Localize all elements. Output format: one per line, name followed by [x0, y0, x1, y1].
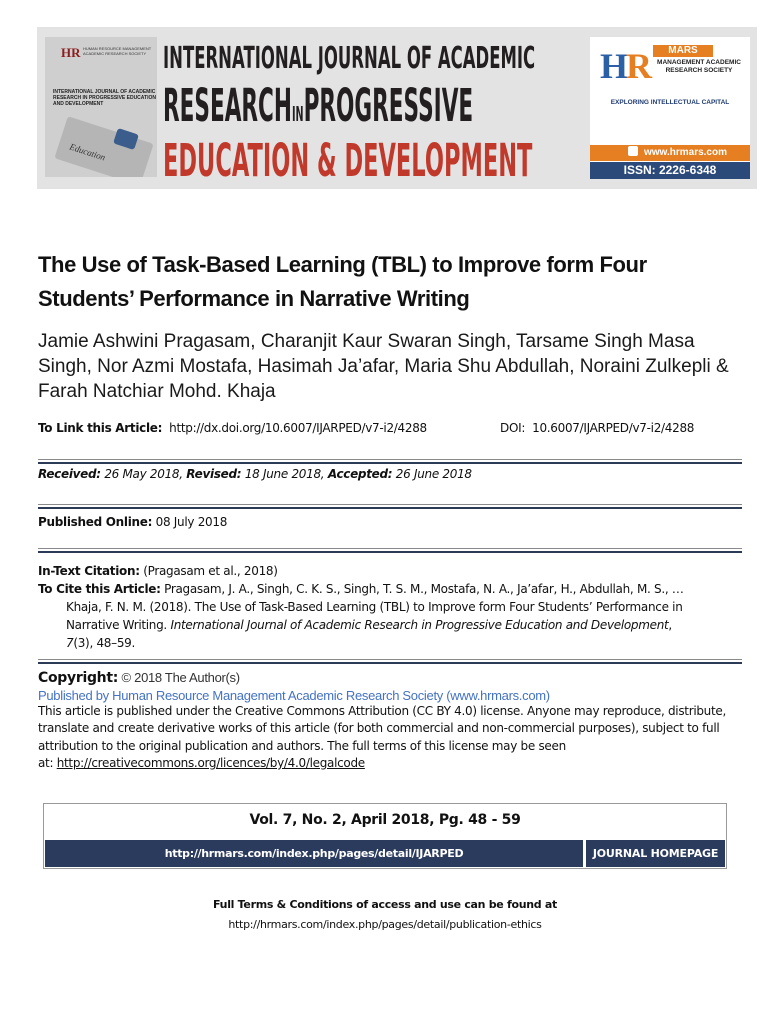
cite-article — [38, 580, 743, 598]
citation-block — [38, 562, 743, 652]
license-body: This article is published under the Creative Commons Attribution (CC BY 4.0) license. Anyone may reproduce, distribute, translate and create derivative works of this article (for both commercial and non-commercial purposes), subject to full attribution to the original publication and authors. The full terms of this license may be seen — [38, 703, 726, 753]
journal-url-bar[interactable]: http://hrmars.com/index.php/pages/detail/IJARPED — [45, 840, 583, 867]
cover-title: INTERNATIONAL JOURNAL OF ACADEMIC RESEARCH IN PROGRESSIVE EDUCATION AND DEVELOPMENT — [53, 89, 156, 107]
cover-logo-subtitle: HUMAN RESOURCE MANAGEMENT ACADEMIC RESEARCH SOCIETY — [83, 46, 152, 56]
terms-footer — [0, 895, 770, 935]
article-link-row — [38, 421, 738, 435]
divider — [38, 504, 742, 505]
brand-motto: EXPLORING INTELLECTUAL CAPITAL — [610, 99, 730, 106]
cite-line-2: Khaja, F. N. M. (2018). The Use of Task-Based Learning (TBL) to Improve form Four Students’ Performance in — [66, 600, 683, 614]
article-link[interactable]: http://dx.doi.org/10.6007/IJARPED/v7-i2/4288 — [169, 421, 427, 435]
issn-bar: ISSN: 2226-6348 — [590, 162, 750, 179]
received-value: 26 May 2018, — [104, 467, 183, 481]
journal-title-research: RESEARCH — [163, 79, 292, 132]
accepted-value: 26 June 2018 — [395, 467, 472, 481]
cite-volume: 7 — [66, 636, 74, 650]
published-label: Published Online: — [38, 515, 153, 529]
article-title: The Use of Task-Based Learning (TBL) to Improve form Four Students’ Performance in Narrative Writing — [38, 252, 647, 311]
hrmars-brand-block — [590, 37, 750, 179]
published-online — [38, 515, 227, 529]
copyright-line — [38, 670, 743, 688]
copyright-block — [38, 670, 743, 773]
revised-label: Revised: — [186, 467, 242, 481]
cover-logo: HR — [61, 45, 81, 60]
journal-title-progressive: PROGRESSIVE — [303, 79, 474, 132]
globe-icon — [628, 146, 638, 156]
accepted-label: Accepted: — [327, 467, 393, 481]
intext-value: (Pragasam et al., 2018) — [143, 564, 278, 578]
volume-box — [43, 803, 727, 869]
link-label: To Link this Article: — [38, 421, 163, 435]
journal-title-line1: INTERNATIONAL JOURNAL OF ACADEMIC — [163, 41, 536, 76]
mars-badge: MARS — [653, 45, 713, 57]
journal-cover-image — [45, 37, 157, 177]
cite-line-3 — [38, 616, 743, 634]
cite-line-1: Pragasam, J. A., Singh, C. K. S., Singh, T. S. M., Mostafa, N. A., Ja’afar, H., Abdullah, M. S., … — [164, 582, 684, 596]
divider — [38, 459, 742, 460]
article-authors: Jamie Ashwini Pragasam, Charanjit Kaur Swaran Singh, Tarsame Singh Masa Singh, Nor Azmi Mostafa, Hasimah Ja’afar, Maria Shu Abdullah, Noraini Zulkepli & Farah Natchiar Mohd. Khaja — [38, 331, 729, 402]
doi-label: DOI: — [500, 421, 526, 435]
website-bar[interactable] — [590, 145, 750, 161]
journal-homepage-button[interactable]: JOURNAL HOMEPAGE — [586, 840, 725, 867]
copyright-label: Copyright: — [38, 670, 119, 686]
hrmars-logo-h: H — [600, 46, 627, 86]
journal-title-line3: EDUCATION & DEVELOPMENT — [163, 134, 533, 187]
volume-label: Vol. 7, No. 2, April 2018, Pg. 48 - 59 — [249, 812, 521, 828]
received-label: Received: — [38, 467, 101, 481]
cite-line-4 — [38, 634, 743, 652]
cite-line-3-plain: Narrative Writing. — [66, 618, 167, 632]
terms-line: Full Terms & Conditions of access and use can be found at — [213, 898, 557, 911]
divider — [38, 548, 742, 549]
hrmars-logo-r: R — [626, 46, 651, 86]
journal-banner — [37, 27, 757, 189]
license-text — [38, 703, 743, 773]
intext-label: In-Text Citation: — [38, 564, 140, 578]
received-dates — [38, 467, 472, 481]
doi-block — [500, 421, 694, 435]
license-link[interactable]: http://creativecommons.org/licences/by/4.0/legalcode — [56, 756, 365, 770]
copyright-value: © 2018 The Author(s) — [121, 670, 240, 685]
intext-citation — [38, 562, 743, 580]
website-url[interactable]: www.hrmars.com — [644, 147, 727, 158]
cite-label: To Cite this Article: — [38, 582, 161, 596]
cover-key-label: Education — [68, 141, 107, 163]
terms-link[interactable]: http://hrmars.com/index.php/pages/detail/publication-ethics — [228, 918, 542, 931]
journal-title-line2 — [163, 79, 473, 132]
journal-title-in: IN — [291, 102, 304, 126]
revised-value: 18 June 2018, — [244, 467, 325, 481]
license-at: at: — [38, 756, 54, 770]
cite-journal-name: International Journal of Academic Research in Progressive Education and Development — [170, 618, 669, 632]
published-value: 08 July 2018 — [155, 515, 228, 529]
cite-pages: (3), 48–59. — [73, 636, 136, 650]
cite-line-3-end: , — [668, 618, 672, 632]
hrmars-logo — [600, 45, 650, 87]
divider — [38, 659, 742, 660]
doi-value[interactable]: 10.6007/IJARPED/v7-i2/4288 — [532, 421, 695, 435]
society-name: MANAGEMENT ACADEMIC RESEARCH SOCIETY — [657, 59, 741, 74]
publisher-line[interactable]: Published by Human Resource Management Academic Research Society (www.hrmars.com) — [38, 687, 550, 703]
